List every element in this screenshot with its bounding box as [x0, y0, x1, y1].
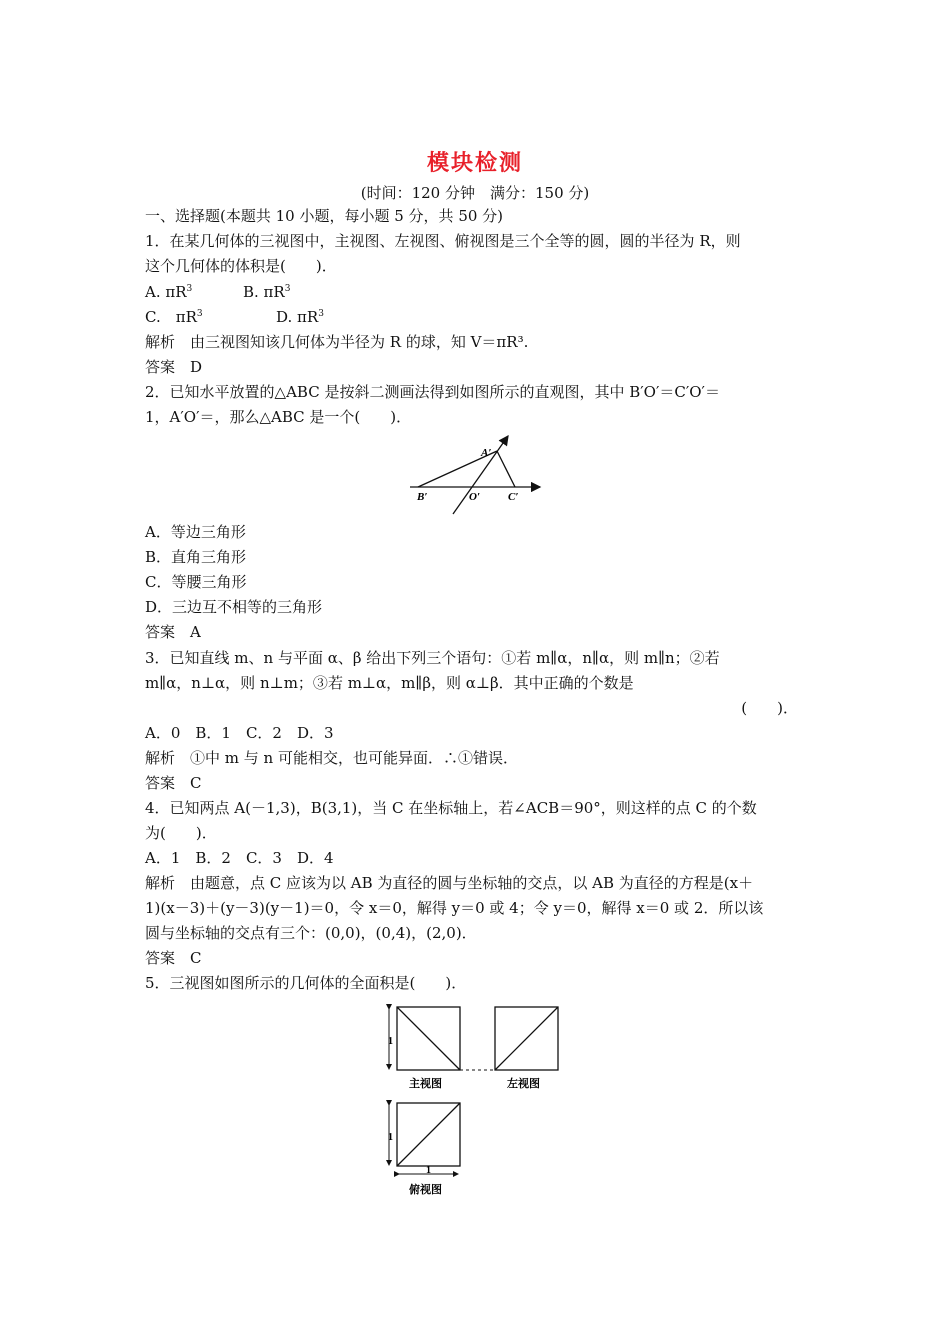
side-a-c — [497, 451, 515, 487]
q5-stem: 5．三视图如图所示的几何体的全面积是( )． — [145, 974, 467, 992]
q3-options: A．0 B．1 C．2 D．3 — [145, 724, 334, 742]
q2-option-b: B．直角三角形 — [145, 548, 247, 566]
q2-option-a: A．等边三角形 — [145, 523, 246, 541]
q1-analysis: 解析 由三视图知该几何体为半径为 R 的球，知 V＝πR³. — [145, 333, 529, 351]
section-heading: 一、选择题(本题共 10 小题，每小题 5 分，共 50 分) — [145, 207, 504, 225]
front-view-label: 主视图 — [409, 1078, 442, 1090]
front-view — [388, 1007, 460, 1070]
top-view — [388, 1103, 460, 1176]
q1-option-b: B. $\pi R^3$ — [243, 283, 291, 301]
top-view-label: 俯视图 — [409, 1184, 442, 1196]
left-view-label: 左视图 — [507, 1078, 540, 1090]
q2-option-d: D．三边互不相等的三角形 — [145, 598, 323, 616]
top-dim-left-label: 1 — [388, 1132, 393, 1143]
q1-stem-line2: 这个几何体的体积是( )． — [145, 257, 337, 275]
q4-options: A．1 B．2 C．3 D．4 — [145, 849, 334, 867]
q2-answer: 答案 A — [145, 623, 201, 641]
q4-analysis-line2: 1)(x－3)＋(y－3)(y－1)＝0，令 x＝0，解得 y＝0 或 4；令 y＝0，解得 x＝0 或 2．所以该 — [145, 899, 764, 917]
q3-stem-line1: 3．已知直线 m、n 与平面 α、β 给出下列三个语句：①若 m∥α，n∥α，则 m∥n；②若 — [145, 649, 720, 667]
exam-info: (时间：120 分钟 满分：150 分) — [360, 184, 590, 202]
q1-option-a: A. $\pi R^3$ — [145, 283, 193, 301]
q4-answer: 答案 C — [145, 949, 202, 967]
label-b-prime: B′ — [417, 491, 428, 503]
q2-option-c: C．等腰三角形 — [145, 573, 247, 591]
q5-three-view-figure — [375, 1000, 570, 1202]
q3-stem-line2: m∥α，n⊥α，则 n⊥m；③若 m⊥α，m∥β，则 α⊥β．其中正确的个数是 — [145, 674, 634, 692]
label-c-prime: C′ — [508, 491, 519, 503]
q4-stem-line1: 4．已知两点 A(－1,3)，B(3,1)，当 C 在坐标轴上，若∠ACB＝90°，则这样的点 C 的个数 — [145, 799, 757, 817]
left-view — [495, 1007, 558, 1070]
q3-analysis: 解析 ①中 m 与 n 可能相交，也可能异面．∴①错误． — [145, 749, 518, 767]
q2-stem-line2: 1，A′O′＝，那么△ABC 是一个( )． — [145, 408, 412, 426]
q2-oblique-triangle-figure — [405, 430, 550, 518]
label-a-prime: A′ — [481, 447, 492, 459]
top-dim-bottom-label: 1 — [426, 1165, 431, 1176]
q1-option-c: C. $\pi R^3$ — [145, 308, 203, 326]
q4-analysis-line1: 解析 由题意，点 C 应该为以 AB 为直径的圆与坐标轴的交点，以 AB 为直径的方程是(x＋ — [145, 874, 754, 892]
page-title: 模块检测 — [426, 151, 523, 176]
q1-stem-line1: 1．在某几何体的三视图中，主视图、左视图、俯视图是三个全等的圆，圆的半径为 R，则 — [145, 232, 741, 250]
q1-answer: 答案 D — [145, 358, 203, 376]
q1-option-d: D. $\pi R^3$ — [276, 308, 324, 326]
q4-stem-line2: 为( )． — [145, 824, 217, 842]
q2-stem-line1: 2．已知水平放置的△ABC 是按斜二测画法得到如图所示的直观图，其中 B′O′＝C′O′＝ — [145, 383, 720, 401]
front-dim-label: 1 — [388, 1036, 393, 1047]
q3-answer: 答案 C — [145, 774, 202, 792]
q3-blank: ( )． — [741, 699, 798, 717]
q4-analysis-line3: 圆与坐标轴的交点有三个：(0,0)，(0,4)，(2,0)． — [145, 924, 477, 942]
label-o-prime: O′ — [469, 491, 481, 503]
